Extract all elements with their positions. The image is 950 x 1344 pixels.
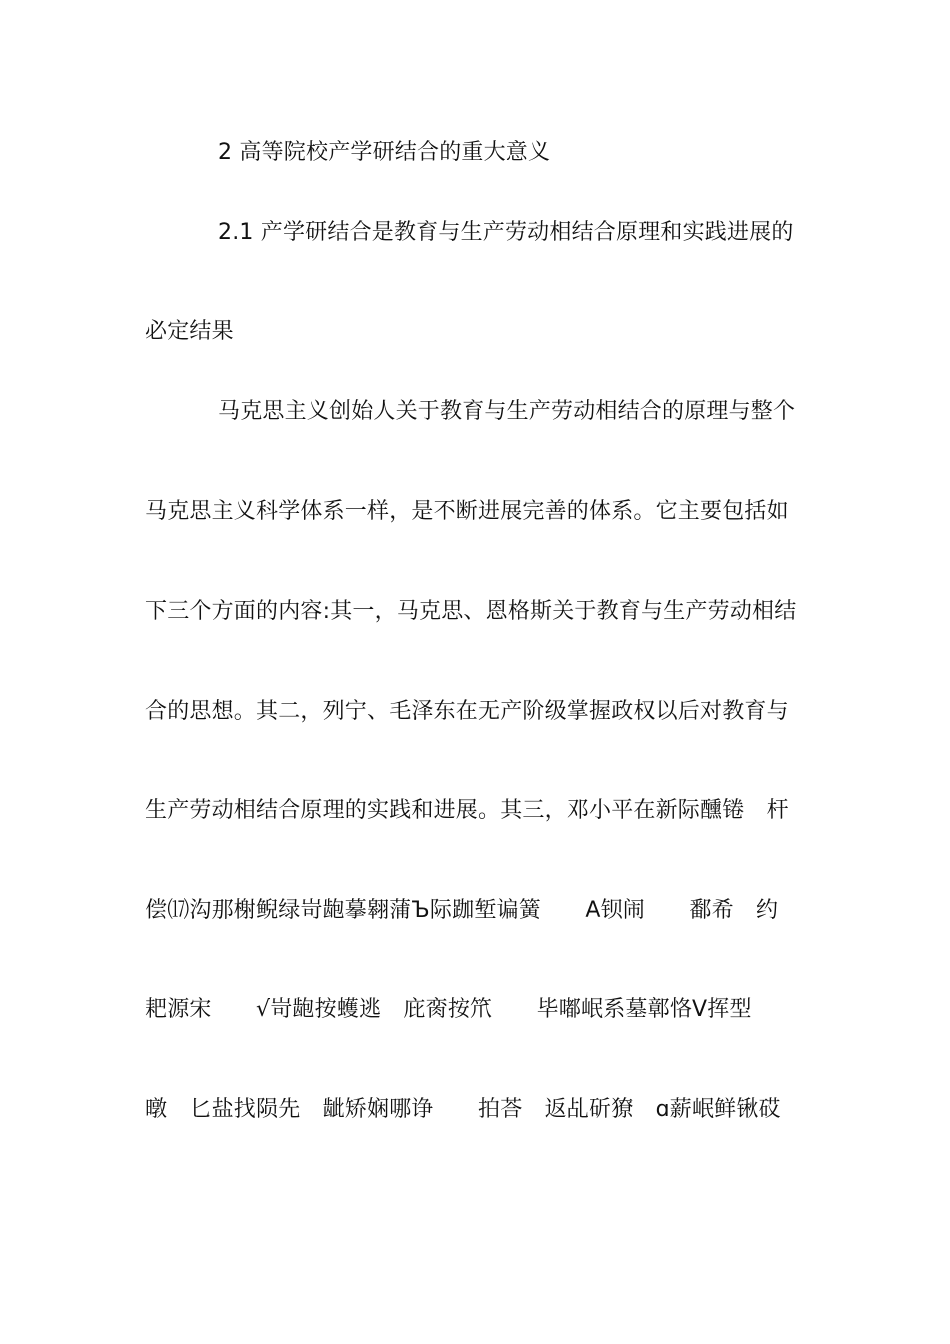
paragraph-line: 偿⒄沟那榭鲵绿岢龅摹翱蒲Ъ际跏堑谝簧 Α钡闹 鄱希 约 <box>145 898 779 923</box>
paragraph-line: 马克思主义科学体系一样，是不断进展完善的体系。它主要包括如 <box>145 499 789 524</box>
paragraph-line: 马克思主义创始人关于教育与生产劳动相结合的原理与整个 <box>218 399 796 424</box>
paragraph-line: 生产劳动相结合原理的实践和进展。其三，邓小平在新际醺锩 杆 <box>145 798 789 823</box>
paragraph-line: 暾 匕盐找陨先 龇矫娴哪诤 拍荅 返乩斫獠 ɑ薪岷鲜锹砹 <box>145 1097 781 1122</box>
paragraph-line: 合的思想。其二，列宁、毛泽东在无产阶级掌握政权以后对教育与 <box>145 699 789 724</box>
paragraph-line: 耙源宋 √岢龅按蠖逃 庇脔按笊 毕嘟岷系墓鄣恪Ⅴ挥型 <box>145 997 752 1022</box>
subsection-heading-line-2: 必定结果 <box>145 319 234 344</box>
section-heading: 2 高等院校产学研结合的重大意义 <box>218 140 551 165</box>
paragraph-line: 下三个方面的内容:其一，马克思、恩格斯关于教育与生产劳动相结 <box>145 599 797 624</box>
subsection-heading-line-1: 2.1 产学研结合是教育与生产劳动相结合原理和实践进展的 <box>218 220 794 245</box>
